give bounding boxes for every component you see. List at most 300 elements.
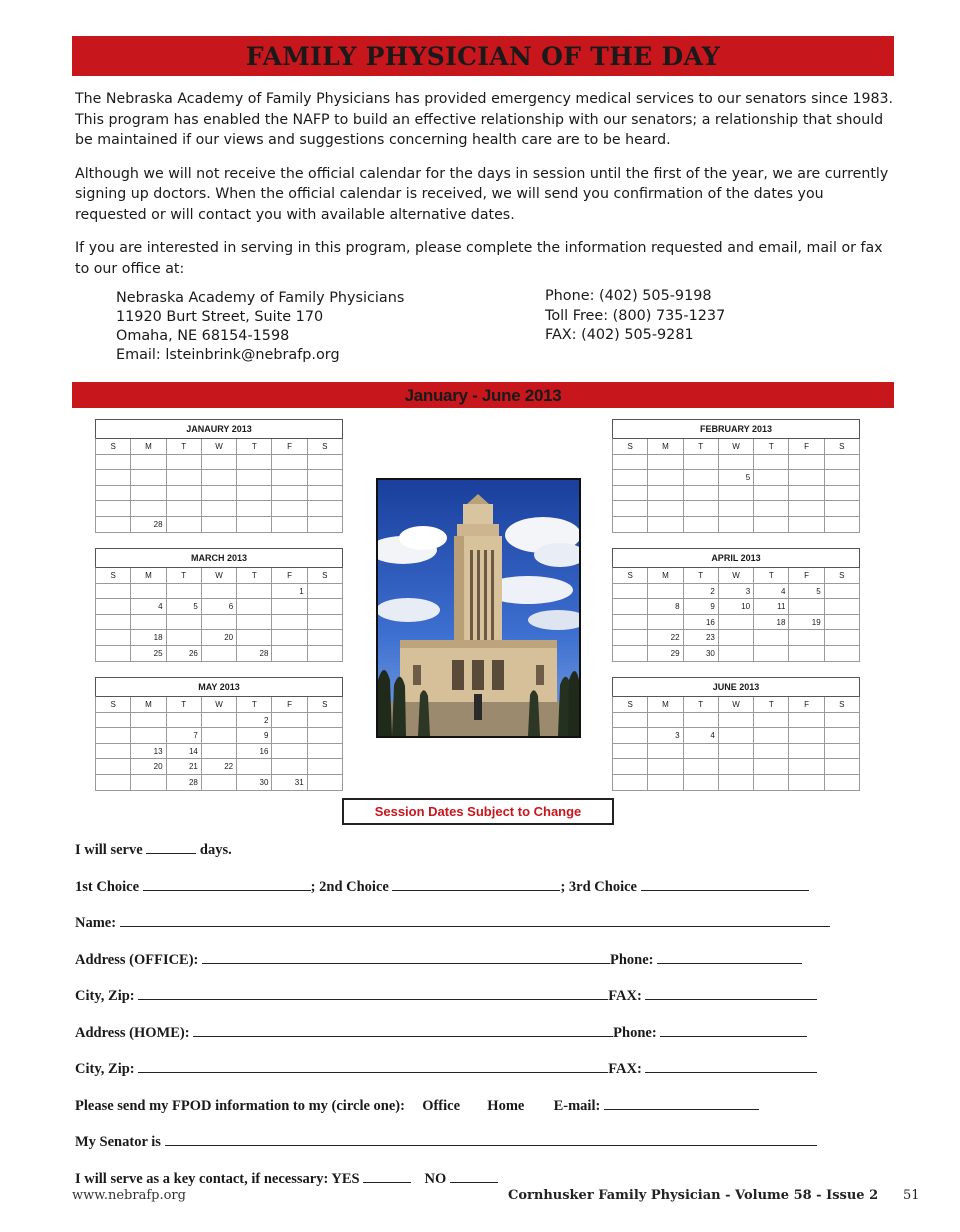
calendar-day-cell xyxy=(825,744,860,760)
calendar-day-cell xyxy=(272,728,307,744)
calendar-day-cell xyxy=(272,486,307,502)
option-home[interactable]: Home xyxy=(487,1097,525,1114)
session-dates-notice: Session Dates Subject to Change xyxy=(342,798,614,825)
calendar-day-cell xyxy=(754,517,789,533)
calendar-day-cell xyxy=(613,517,648,533)
email-blank[interactable] xyxy=(604,1096,759,1110)
calendar-day-cell xyxy=(272,646,307,662)
day-header: S xyxy=(96,568,131,584)
calendar-title: FEBRUARY 2013 xyxy=(612,419,860,438)
calendar-title: MAY 2013 xyxy=(95,677,343,696)
calendar-day-cell xyxy=(308,501,343,517)
calendar-day-cell xyxy=(754,501,789,517)
day-header: W xyxy=(719,439,754,455)
calendar-day-cell xyxy=(613,630,648,646)
calendar-day-cell xyxy=(648,455,683,471)
calendar-day-cell xyxy=(202,517,237,533)
send-prompt: Please send my FPOD information to my (circle one): xyxy=(75,1097,405,1114)
calendar-day-cell xyxy=(167,470,202,486)
calendar-day-cell: 22 xyxy=(202,759,237,775)
calendar-day-cell xyxy=(167,517,202,533)
calendar-day-cell: 8 xyxy=(648,599,683,615)
calendar-day-cell xyxy=(684,775,719,791)
calendar-day-cell xyxy=(613,486,648,502)
calendar-day-cell xyxy=(648,713,683,729)
calendar-grid xyxy=(95,567,343,662)
calendar-day-cell xyxy=(308,775,343,791)
choice1-label: 1st Choice xyxy=(75,878,140,895)
calendar-day-cell xyxy=(613,455,648,471)
calendar-day-cell xyxy=(237,517,272,533)
calendar-day-cell xyxy=(272,615,307,631)
calendar-day-cell xyxy=(237,470,272,486)
form-row-office-address xyxy=(75,950,855,987)
office-phone-label: Phone: xyxy=(610,951,654,968)
calendar-day-cell xyxy=(789,630,824,646)
org-name: Nebraska Academy of Family Physicians xyxy=(116,290,405,306)
day-header: S xyxy=(613,568,648,584)
calendar-day-cell xyxy=(131,775,166,791)
calendar-day-cell xyxy=(96,501,131,517)
mailing-address xyxy=(116,289,404,365)
calendar-day-cell xyxy=(308,455,343,471)
calendar-day-cell xyxy=(684,470,719,486)
calendar-day-cell xyxy=(648,470,683,486)
calendar-day-cell xyxy=(96,775,131,791)
calendar-day-cell xyxy=(825,599,860,615)
calendar-day-cell xyxy=(825,517,860,533)
calendar-june xyxy=(612,677,860,791)
calendar-day-cell: 3 xyxy=(719,584,754,600)
form-row-days xyxy=(75,840,855,877)
calendar-day-cell xyxy=(719,517,754,533)
calendar-day-cell xyxy=(754,775,789,791)
calendar-day-cell xyxy=(825,775,860,791)
day-header: W xyxy=(719,568,754,584)
calendar-day-cell xyxy=(237,630,272,646)
calendar-grid xyxy=(95,438,343,533)
calendar-day-cell xyxy=(167,630,202,646)
day-header: S xyxy=(825,439,860,455)
calendar-day-cell xyxy=(96,646,131,662)
phone-number: Phone: (402) 505-9198 xyxy=(545,288,712,304)
calendar-day-cell xyxy=(648,775,683,791)
calendar-day-cell xyxy=(202,615,237,631)
name-blank[interactable] xyxy=(120,913,830,927)
calendar-day-cell: 19 xyxy=(789,615,824,631)
calendar-day-cell: 18 xyxy=(754,615,789,631)
choice2-label: ; 2nd Choice xyxy=(310,878,389,895)
calendar-day-cell xyxy=(167,615,202,631)
calendar-day-cell xyxy=(613,713,648,729)
calendar-day-cell xyxy=(789,501,824,517)
calendar-day-cell xyxy=(202,775,237,791)
calendar-day-cell: 9 xyxy=(237,728,272,744)
calendar-day-cell xyxy=(719,759,754,775)
day-header: M xyxy=(648,697,683,713)
calendar-day-cell xyxy=(308,646,343,662)
day-header: W xyxy=(719,697,754,713)
day-header: W xyxy=(202,439,237,455)
calendar-day-cell: 1 xyxy=(272,584,307,600)
calendar-day-cell xyxy=(825,615,860,631)
calendar-day-cell xyxy=(719,630,754,646)
calendar-day-cell xyxy=(237,599,272,615)
calendar-day-cell: 22 xyxy=(648,630,683,646)
form-row-name xyxy=(75,913,855,950)
calendar-day-cell: 11 xyxy=(754,599,789,615)
calendar-day-cell xyxy=(648,584,683,600)
calendar-day-cell xyxy=(96,517,131,533)
calendar-day-cell xyxy=(789,455,824,471)
day-header: T xyxy=(237,697,272,713)
calendar-day-cell xyxy=(825,584,860,600)
calendar-day-cell xyxy=(789,744,824,760)
home-address-blank[interactable] xyxy=(193,1023,613,1037)
calendar-day-cell xyxy=(308,759,343,775)
serve-label: I will serve xyxy=(75,842,143,858)
home-address-label: Address (HOME): xyxy=(75,1024,190,1041)
calendar-day-cell xyxy=(754,728,789,744)
office-phone-blank[interactable] xyxy=(657,950,802,964)
home-phone-blank[interactable] xyxy=(660,1023,807,1037)
choice2-blank[interactable] xyxy=(392,877,560,891)
calendar-day-cell xyxy=(754,486,789,502)
day-header: T xyxy=(237,568,272,584)
calendar-day-cell xyxy=(272,470,307,486)
calendar-day-cell xyxy=(825,486,860,502)
calendar-day-cell xyxy=(648,615,683,631)
calendar-day-cell xyxy=(131,470,166,486)
form-row-send-info xyxy=(75,1096,855,1133)
calendar-day-cell xyxy=(789,775,824,791)
calendar-day-cell: 18 xyxy=(131,630,166,646)
calendar-day-cell xyxy=(648,759,683,775)
footer-website: www.nebrafp.org xyxy=(72,1188,186,1203)
calendar-day-cell: 20 xyxy=(202,630,237,646)
calendar-day-cell xyxy=(96,744,131,760)
calendar-day-cell: 10 xyxy=(719,599,754,615)
calendar-day-cell xyxy=(96,615,131,631)
office-city-label: City, Zip: xyxy=(75,988,135,1004)
calendar-day-cell xyxy=(719,728,754,744)
calendar-day-cell: 25 xyxy=(131,646,166,662)
day-header: S xyxy=(825,568,860,584)
calendar-day-cell: 20 xyxy=(131,759,166,775)
day-header: S xyxy=(308,697,343,713)
calendar-day-cell xyxy=(308,584,343,600)
form-row-home-city xyxy=(75,1059,855,1096)
calendar-grid xyxy=(612,438,860,533)
calendar-grid xyxy=(612,696,860,791)
key-contact-label: I will serve as a key contact, if necessary: YES xyxy=(75,1170,360,1187)
calendar-day-cell: 30 xyxy=(684,646,719,662)
calendar-day-cell xyxy=(131,584,166,600)
calendar-day-cell: 4 xyxy=(131,599,166,615)
day-header: M xyxy=(648,568,683,584)
calendar-day-cell xyxy=(825,470,860,486)
day-header: S xyxy=(613,697,648,713)
calendar-day-cell xyxy=(272,455,307,471)
calendar-day-cell: 5 xyxy=(719,470,754,486)
calendar-day-cell: 2 xyxy=(237,713,272,729)
calendar-day-cell: 6 xyxy=(202,599,237,615)
calendar-day-cell xyxy=(684,744,719,760)
calendar-day-cell xyxy=(237,615,272,631)
calendar-day-cell xyxy=(754,759,789,775)
calendar-day-cell xyxy=(684,455,719,471)
calendar-day-cell xyxy=(613,744,648,760)
calendar-day-cell: 14 xyxy=(167,744,202,760)
calendar-day-cell xyxy=(789,517,824,533)
calendar-day-cell: 28 xyxy=(131,517,166,533)
calendar-day-cell: 7 xyxy=(167,728,202,744)
calendar-day-cell xyxy=(202,501,237,517)
option-office[interactable]: Office xyxy=(422,1097,461,1114)
days-blank[interactable] xyxy=(146,840,196,854)
home-fax-blank[interactable] xyxy=(645,1059,817,1073)
day-header: T xyxy=(754,697,789,713)
capitol-illustration xyxy=(378,480,579,736)
calendar-day-cell xyxy=(308,744,343,760)
calendar-day-cell xyxy=(789,713,824,729)
calendar-day-cell: 13 xyxy=(131,744,166,760)
calendar-day-cell xyxy=(131,455,166,471)
day-header: T xyxy=(237,439,272,455)
day-header: F xyxy=(272,568,307,584)
day-header: M xyxy=(131,439,166,455)
calendar-day-cell xyxy=(131,713,166,729)
calendar-day-cell: 31 xyxy=(272,775,307,791)
calendar-day-cell: 4 xyxy=(684,728,719,744)
office-fax-label: FAX: xyxy=(608,988,642,1004)
day-header: M xyxy=(131,568,166,584)
calendar-day-cell xyxy=(613,501,648,517)
calendar-day-cell xyxy=(167,501,202,517)
calendar-day-cell xyxy=(754,470,789,486)
day-header: F xyxy=(272,439,307,455)
calendar-day-cell xyxy=(648,486,683,502)
calendar-day-cell xyxy=(648,744,683,760)
calendar-day-cell xyxy=(308,713,343,729)
calendar-day-cell xyxy=(719,615,754,631)
day-header: T xyxy=(167,568,202,584)
day-header: W xyxy=(202,568,237,584)
calendar-day-cell: 4 xyxy=(754,584,789,600)
office-address-blank[interactable] xyxy=(202,950,610,964)
calendar-day-cell xyxy=(613,646,648,662)
calendar-day-cell xyxy=(237,759,272,775)
choice1-blank[interactable] xyxy=(143,877,311,891)
day-header: T xyxy=(684,568,719,584)
day-header: T xyxy=(684,697,719,713)
calendar-day-cell: 21 xyxy=(167,759,202,775)
calendar-day-cell xyxy=(237,501,272,517)
calendar-day-cell xyxy=(754,630,789,646)
day-header: T xyxy=(754,439,789,455)
calendar-day-cell xyxy=(648,517,683,533)
calendar-day-cell: 5 xyxy=(789,584,824,600)
email-address: Email: lsteinbrink@nebrafp.org xyxy=(116,347,340,363)
home-fax-label: FAX: xyxy=(608,1061,642,1077)
day-header: S xyxy=(308,439,343,455)
calendar-day-cell xyxy=(237,584,272,600)
choice3-label: ; 3rd Choice xyxy=(560,878,637,895)
calendar-day-cell xyxy=(131,486,166,502)
calendar-day-cell xyxy=(648,501,683,517)
form-row-home-address xyxy=(75,1023,855,1060)
calendar-may xyxy=(95,677,343,791)
calendar-day-cell xyxy=(613,728,648,744)
calendar-day-cell xyxy=(202,713,237,729)
calendar-grid xyxy=(612,567,860,662)
contact-numbers xyxy=(545,287,725,346)
fax-number: FAX: (402) 505-9281 xyxy=(545,327,694,343)
calendar-day-cell xyxy=(308,517,343,533)
no-blank[interactable] xyxy=(450,1169,498,1183)
calendar-day-cell: 28 xyxy=(237,646,272,662)
calendar-day-cell: 23 xyxy=(684,630,719,646)
calendar-day-cell xyxy=(789,646,824,662)
calendar-april xyxy=(612,548,860,662)
calendar-day-cell xyxy=(684,759,719,775)
form-row-choices xyxy=(75,877,855,914)
calendar-day-cell: 29 xyxy=(648,646,683,662)
street-address: 11920 Burt Street, Suite 170 xyxy=(116,309,324,325)
form-row-office-city xyxy=(75,986,855,1023)
calendar-day-cell xyxy=(308,615,343,631)
calendar-day-cell xyxy=(96,713,131,729)
calendar-day-cell xyxy=(237,455,272,471)
calendar-day-cell xyxy=(202,470,237,486)
calendar-day-cell: 28 xyxy=(167,775,202,791)
calendar-february xyxy=(612,419,860,533)
calendar-day-cell xyxy=(719,775,754,791)
office-address-label: Address (OFFICE): xyxy=(75,951,199,968)
calendar-day-cell xyxy=(202,646,237,662)
day-header: F xyxy=(789,568,824,584)
day-header: M xyxy=(648,439,683,455)
calendar-day-cell xyxy=(754,744,789,760)
calendar-day-cell xyxy=(719,744,754,760)
calendar-day-cell xyxy=(96,599,131,615)
calendar-day-cell xyxy=(202,486,237,502)
no-label: NO xyxy=(424,1170,447,1187)
calendar-title: JUNE 2013 xyxy=(612,677,860,696)
intro-paragraph-1: The Nebraska Academy of Family Physicians has provided emergency medical services to our senators since 1983. This program has enabled the NAFP to build an effective relationship with our senators; a relationship that should be maintained if our views and suggestions concerning health care are to be heard. xyxy=(75,91,894,148)
name-label: Name: xyxy=(75,915,117,931)
calendar-day-cell xyxy=(96,630,131,646)
yes-blank[interactable] xyxy=(363,1169,411,1183)
calendar-day-cell xyxy=(719,646,754,662)
day-header: S xyxy=(613,439,648,455)
calendar-day-cell xyxy=(684,486,719,502)
calendar-day-cell xyxy=(613,584,648,600)
choice3-blank[interactable] xyxy=(641,877,809,891)
calendar-grid xyxy=(95,696,343,791)
city-state-zip: Omaha, NE 68154-1598 xyxy=(116,328,290,344)
calendar-day-cell xyxy=(131,728,166,744)
calendar-day-cell xyxy=(308,630,343,646)
calendar-title: JANAURY 2013 xyxy=(95,419,343,438)
calendar-day-cell xyxy=(825,455,860,471)
calendar-day-cell: 16 xyxy=(684,615,719,631)
form-row-senator xyxy=(75,1132,855,1169)
calendar-day-cell xyxy=(96,455,131,471)
calendar-day-cell xyxy=(613,599,648,615)
day-header: S xyxy=(96,439,131,455)
calendar-day-cell xyxy=(272,713,307,729)
toll-free-number: Toll Free: (800) 735-1237 xyxy=(545,307,726,324)
calendar-day-cell xyxy=(825,728,860,744)
calendar-day-cell xyxy=(272,517,307,533)
calendar-day-cell xyxy=(202,584,237,600)
calendar-day-cell: 2 xyxy=(684,584,719,600)
calendar-section-title: January - June 2013 xyxy=(72,382,894,408)
calendar-day-cell xyxy=(719,455,754,471)
calendar-day-cell xyxy=(754,646,789,662)
page-title: FAMILY PHYSICIAN OF THE DAY xyxy=(72,36,894,76)
calendar-day-cell xyxy=(789,728,824,744)
footer-page-number: 51 xyxy=(903,1188,920,1203)
calendar-day-cell xyxy=(202,455,237,471)
calendar-day-cell xyxy=(308,470,343,486)
calendar-day-cell xyxy=(719,501,754,517)
calendar-day-cell xyxy=(825,630,860,646)
calendar-day-cell xyxy=(719,713,754,729)
home-city-blank[interactable] xyxy=(138,1059,608,1073)
calendar-january xyxy=(95,419,343,533)
day-header: T xyxy=(754,568,789,584)
calendar-day-cell xyxy=(96,470,131,486)
calendar-day-cell xyxy=(684,713,719,729)
calendar-day-cell xyxy=(167,486,202,502)
home-phone-label: Phone: xyxy=(613,1024,657,1041)
footer-publication: Cornhusker Family Physician - Volume 58 - Issue 2 xyxy=(508,1188,879,1203)
calendar-day-cell xyxy=(96,759,131,775)
calendar-day-cell xyxy=(789,470,824,486)
calendar-day-cell xyxy=(789,486,824,502)
calendar-day-cell xyxy=(754,713,789,729)
calendar-day-cell: 30 xyxy=(237,775,272,791)
calendar-day-cell xyxy=(613,775,648,791)
calendar-day-cell xyxy=(237,486,272,502)
day-header: F xyxy=(272,697,307,713)
day-header: W xyxy=(202,697,237,713)
senator-label: My Senator is xyxy=(75,1134,161,1150)
intro-paragraph-2: Although we will not receive the official calendar for the days in session until the first of the year, we are currently signing up doctors. When the official calendar is received, we will send you confirmation of the dates you requested or will contact you with available alternative dates. xyxy=(75,165,889,223)
home-city-label: City, Zip: xyxy=(75,1061,135,1077)
office-city-blank[interactable] xyxy=(138,986,608,1000)
calendar-day-cell xyxy=(167,713,202,729)
calendar-march xyxy=(95,548,343,662)
calendar-title: APRIL 2013 xyxy=(612,548,860,567)
day-header: F xyxy=(789,697,824,713)
calendar-day-cell xyxy=(308,599,343,615)
calendar-day-cell: 16 xyxy=(237,744,272,760)
option-email[interactable]: E-mail: xyxy=(553,1097,601,1114)
calendar-day-cell xyxy=(684,517,719,533)
calendar-day-cell xyxy=(789,599,824,615)
calendar-title: MARCH 2013 xyxy=(95,548,343,567)
calendar-day-cell xyxy=(96,728,131,744)
office-fax-blank[interactable] xyxy=(645,986,817,1000)
day-header: S xyxy=(96,697,131,713)
day-header: T xyxy=(167,697,202,713)
senator-blank[interactable] xyxy=(165,1132,817,1146)
day-header: S xyxy=(825,697,860,713)
calendar-day-cell xyxy=(167,584,202,600)
